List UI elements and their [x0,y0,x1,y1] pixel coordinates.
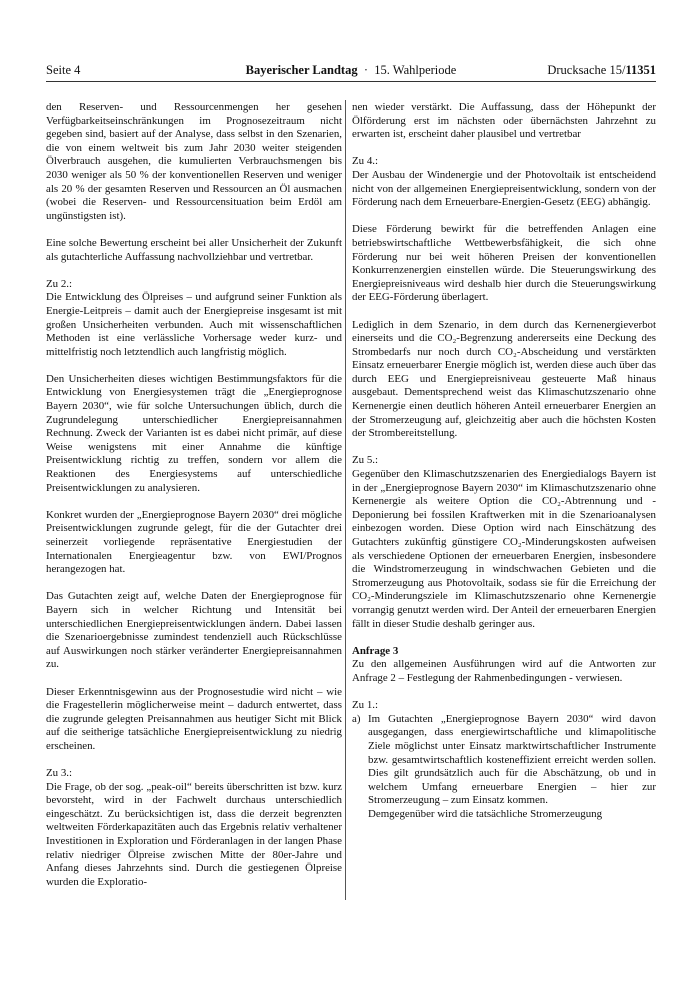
parliament-name: Bayerischer Landtag [245,63,358,77]
section-heading: Zu 5.: [352,454,379,467]
document-prefix: Drucksache 15/ [547,63,626,77]
anfrage-heading: Anfrage 3 [352,644,399,657]
document-number [547,61,656,79]
list-label: a) [352,712,361,725]
section-heading: Zu 3.: [46,767,73,780]
list-text: Im Gutachten „Energieprognose Bayern 2030“ wird davon ausgegangen, dass energiewirtschaftliche und klimapolitische Ziele möglichst unter Einsatz marktwirtschaftlicher Instrumente bzw. gesamtwirtschaftlich kosteneffizient erreicht werden sollen. Dies gilt grundsätzlich auch für die Abschätzung, ob und in welchem Umfang erneuerbare Energien – hier zur Stromerzeugung – zum Einsatz kommen. [368,712,656,807]
paragraph: Lediglich in dem Szenario, in dem durch das Kernenergieverbot einerseits und die CO₂-Begrenzung andererseits eine Deckung des Strombedarfs nur noch durch CO₂-Abscheidung und verstärkten Einsatz erneuerbarer Energie möglich ist, werden diese auch über das durch EEG und Energiepreisniveau gesteuerte Maß hinaus ausgebaut. Dementsprechend weist das Klimaschutzszenario ohne Kernenergie einen deutlich höheren Anteil erneuerbarer Energien an der Stromerzeugung auf, gleichzeitig aber auch die höchsten Kosten der Strombereitstellung. [352,318,656,440]
section-heading: Zu 2.: [46,277,73,290]
paragraph: Diese Förderung bewirkt für die betreffenden Anlagen eine betriebswirtschaftliche Wettbewerbsfähigkeit, die sich ohne Förderung nur bei weit höheren Preisen der konventionellen Konkurrenzenergien einstellen würde. Die Steuerungswirkung des Energiepreisniveaus wird deshalb hier durch die Steuerungswirkung der EEG-Förderung überlagert. [352,223,656,304]
header-separator: · [363,63,368,77]
page-header [46,61,656,79]
right-column [352,101,656,821]
paragraph: Die Frage, ob der sog. „peak-oil“ bereits überschritten ist bzw. kurz bevorsteht, wird in der Fachwelt durchaus unterschiedlich eingeschätzt. Zu berücksichtigen ist, dass die derzeit begrenzten weltweiten Förderkapazitäten auch das Ergebnis relativ verhaltener Investitionen in Exploration und Förderanlagen in der langen Phase relativ niedriger Ölpreise zwischen Mitte der 80er-Jahre und Anfang dieses Jahrzehnts sind. Durch die gestiegenen Ölpreise wurden die Exploratio- [46,780,342,888]
left-column [46,101,342,903]
column-divider [345,100,346,900]
paragraph: Gegenüber den Klimaschutzszenarien des Energiedialogs Bayern ist in der „Energieprognose Bayern 2030“ im Klimaschutzszenario ohne Kernenergie als weitere Option die CO₂-Abtrennung und -Deponierung bei fossilen Kraftwerken mit in die Szenarioanalysen einbezogen worden. Diese Option wird nach Einschätzung des Gutachters zukünftig günstigere CO₂-Minderungskosten aufweisen als verschiedene Optionen der erneuerbaren Energien, insbesondere die Windstromerzeugung in windschwachen Gebieten und die Stromerzeugung aus Photovoltaik, sodass sie für die Erreichung der CO₂-Minderungsziele im Klimaschutzszenario ohne Kernenergie vorrangig genutzt werden wird. Der Anteil der erneuerbaren Energien fällt in dieser Studie deshalb geringer aus. [352,468,656,630]
paragraph: Die Entwicklung des Ölpreises – und aufgrund seiner Funktion als Energie-Leitpreis – damit auch der Energiepreise insgesamt ist mit großen Unsicherheiten verbunden. Auch mit wissenschaftlichen Methoden ist eine verlässliche Vorhersage weder kurz- und mittelfristig noch letztendlich auch langfristig möglich. [46,291,342,358]
page-number: Seite 4 [46,63,81,77]
list-item [352,713,656,808]
list-continuation: Demgegenüber wird die tatsächliche Stromerzeugung [368,807,603,820]
paragraph: Dieser Erkenntnisgewinn aus der Prognosestudie wird nicht – wie die Fragestellerin möglicherweise meint – dadurch entwertet, dass die zugrunde gelegten Preisannahmen aus heutiger Sicht mit Blick auf die seitherige tatsächliche Energiepreisentwicklung zu niedrig erscheinen. [46,685,342,752]
paragraph: Der Ausbau der Windenergie und der Photovoltaik ist entscheidend nicht von der allgemeinen Energiepreisentwicklung, sondern von der Förderung nach dem Erneuerbare-Energien-Gesetz (EEG) abhängig. [352,168,656,209]
paragraph: Den Unsicherheiten dieses wichtigen Bestimmungsfaktors für die Entwicklung von Energiesystemen trägt die „Energieprognose Bayern 2030“, wie für solche Untersuchungen üblich, durch die Zugrundelegung unterschiedlicher Energiepreisannahmen Rechnung. Zweck der Varianten ist es dabei nicht primär, auf diese Weise wenigstens mit einer Annahme die künftige Preisentwicklung richtig zu treffen, sondern vor allem die Reaktionen des Energiesystems auf unterschiedliche Preisentwicklungen zu analysieren. [46,372,342,494]
paragraph: Eine solche Bewertung erscheint bei aller Unsicherheit der Zukunft als gutachterliche Auffassung nachvollziehbar und vertretbar. [46,236,342,263]
paragraph: nen wieder verstärkt. Die Auffassung, dass der Höhepunkt der Ölförderung erst im nächsten oder übernächsten Jahrzehnt zu erwarten ist, erscheint daher plausibel und vertretbar [352,101,656,141]
document-id: 11351 [625,63,656,77]
paragraph: Das Gutachten zeigt auf, welche Daten der Energieprognose für Bayern sich in welcher Richtung und Intensität bei unterschiedlichen Energiepreisentwicklungen ändern. Dabei lassen die Szenarioergebnisse zumindest tendenziell auch Rückschlüsse auf Auswirkungen noch stärker veränderter Energiepreisannahmen zu. [46,590,342,671]
paragraph: den Reserven- und Ressourcenmengen her gesehen Verfügbarkeitseinschränkungen im Prognosezeitraum nicht gegeben sind, basiert auf der Analyse, dass selbst in den Szenarien, die von einem weltweit bis zum Jahr 2030 weiter steigenden Ölverbrauch ausgehen, die kumulierten Verbrauchsmengen bis 2030 weniger als 50 % der konventionellen Reserven und weniger als 20 % der gesamten Reserven und Ressourcen an Öl ausmachen (wobei die Reserven- und Ressourcensituation beim Erdöl am ungünstigsten ist). [46,101,342,222]
legislative-period: 15. Wahlperiode [374,63,457,77]
section-heading: Zu 4.: [352,155,379,168]
section-heading: Zu 1.: [352,699,379,712]
paragraph: Konkret wurden der „Energieprognose Bayern 2030“ drei mögliche Preisentwicklungen zugrunde gelegt, für die der Gutachter drei seinerzeit vorliegende repräsentative Energiestudien der Internationalen Energieagentur bzw. von EWI/Prognos herangezogen hat. [46,508,342,576]
header-rule [46,81,656,82]
paragraph: Zu den allgemeinen Ausführungen wird auf die Antworten zur Anfrage 2 – Festlegung der Rahmenbedingungen - verwiesen. [352,658,656,684]
